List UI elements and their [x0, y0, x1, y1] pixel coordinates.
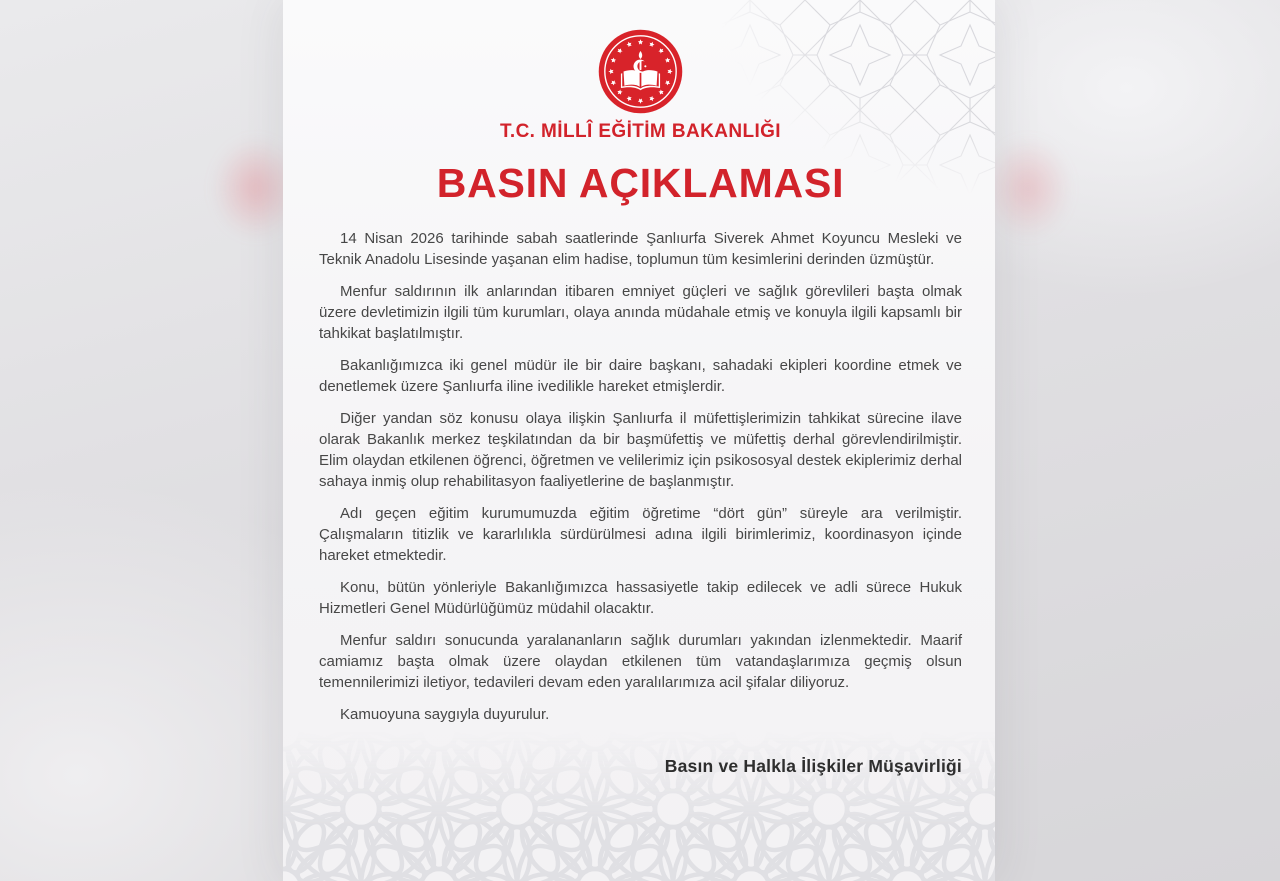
press-release-paragraph: Bakanlığımızca iki genel müdür ile bir daire başkanı, sahadaki ekipleri koordine etmek ve denetlemek üzere Şanlıurfa iline ivedilikle hareket etmişlerdir.	[319, 357, 962, 395]
document-content	[283, 0, 995, 881]
press-release-paragraph: Menfur saldırının ilk anlarından itibaren emniyet güçleri ve sağlık görevlileri başta olmak üzere devletimizin ilgili tüm kurumları, olaya anında müdahale etmiş ve konuyla ilgili kapsamlı bir tahkikat başlatılmıştır.	[319, 283, 962, 342]
closing-line: Kamuoyuna saygıyla duyurulur.	[340, 706, 550, 723]
press-release-paragraph: 14 Nisan 2026 tarihinde sabah saatlerinde Şanlıurfa Siverek Ahmet Koyuncu Mesleki ve Teknik Anadolu Lisesinde yaşanan elim hadise, toplumun tüm kesimlerini derinden üzmüştür.	[319, 230, 962, 268]
press-release-paragraph: Diğer yandan söz konusu olaya ilişkin Şanlıurfa il müfettişlerimizin tahkikat sürecine ilave olarak Bakanlık merkez teşkilatından da bir başmüfettiş ve müfettiş derhal görevlendirilmiştir. Elim olaydan etkilenen öğrenci, öğretmen ve velilerimiz için psikososyal destek ekiplerimiz derhal sahaya inmiş olup rehabilitasyon faaliyetlerine de başlanmıştır.	[319, 410, 962, 490]
press-release-paragraph: Adı geçen eğitim kurumumuzda eğitim öğretime “dört gün” süreyle ara verilmiştir. Çalışmaların titizlik ve kararlılıkla sürdürülmesi adına ilgili birimlerimiz, koordinasyon içinde hareket etmektedir.	[319, 505, 962, 564]
press-release-body	[319, 228, 962, 725]
press-release-paragraph: Konu, bütün yönleriyle Bakanlığımızca hassasiyetle takip edilecek ve adli sürece Hukuk Hizmetleri Genel Müdürlüğümüz müdahil olacaktır.	[319, 579, 962, 617]
signature-line: Basın ve Halkla İlişkiler Müşavirliği	[664, 756, 962, 776]
meb-seal-icon	[597, 28, 684, 115]
page-title: BASIN AÇIKLAMASI	[436, 160, 845, 206]
press-release-paragraph: Menfur saldırı sonucunda yaralananların sağlık durumları yakından izlenmektedir. Maarif camiamız başta olmak üzere olaydan etkilenen tüm vatandaşlarımıza geçmiş olsun temennilerimizi iletiyor, tedavileri devam eden yaralılarımıza acil şifalar diliyoruz.	[319, 632, 962, 691]
press-release-document	[283, 0, 995, 881]
ministry-name: T.C. MİLLÎ EĞİTİM BAKANLIĞI	[499, 121, 781, 142]
logo-container	[319, 28, 962, 116]
